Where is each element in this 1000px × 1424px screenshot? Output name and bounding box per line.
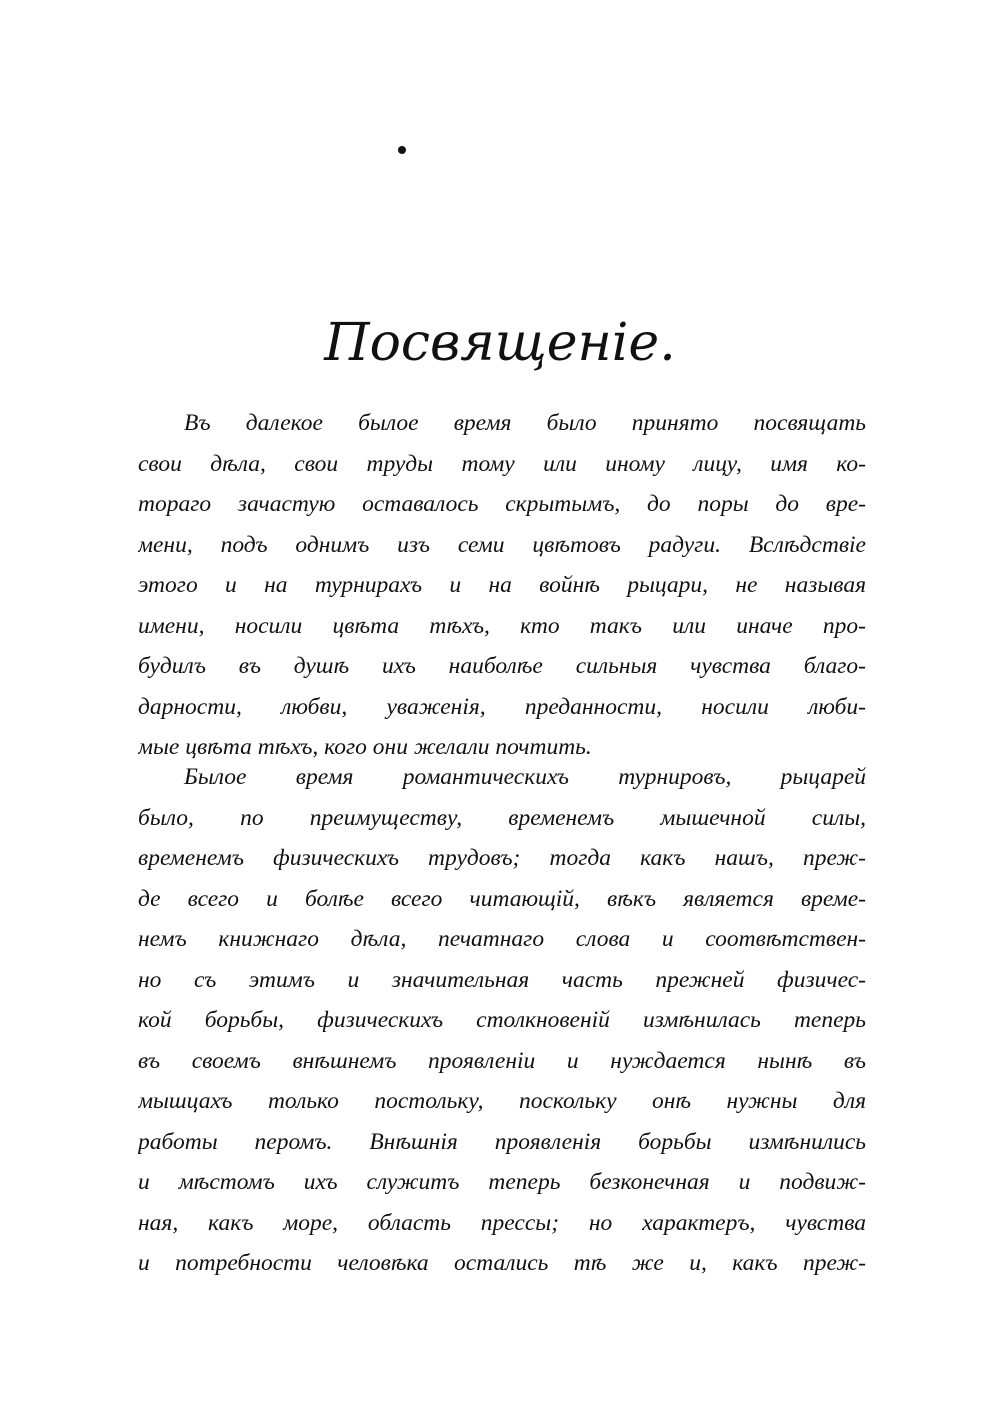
text-line: будилъ въ душѣ ихъ наиболѣе сильныя чувства благо- bbox=[138, 653, 866, 679]
text-line: было, по преимуществу, временемъ мышечной силы, bbox=[138, 804, 866, 831]
text-line: де всего и болѣе всего читающій, вѣкъ является време- bbox=[138, 885, 866, 912]
text-line: въ своемъ внѣшнемъ проявленіи и нуждается нынѣ въ bbox=[138, 1047, 866, 1074]
text-line: и потребности человѣка остались тѣ же и, какъ преж- bbox=[138, 1250, 866, 1276]
page-title: Посвященіе. bbox=[324, 313, 676, 373]
paragraph-1 bbox=[138, 403, 866, 768]
text-line: но съ этимъ и значительная часть прежней физичес- bbox=[138, 966, 866, 993]
paragraph-2 bbox=[138, 757, 866, 1284]
text-line: дарности, любви, уваженія, преданности, носили люби- bbox=[138, 693, 866, 720]
text-line: Въ далекое былое время было принято посвящать bbox=[184, 410, 866, 436]
text-line: этого и на турнирахъ и на войнѣ рыцари, не называя bbox=[138, 572, 866, 598]
text-line: тораго зачастую оставалось скрытымъ, до поры до вре- bbox=[138, 491, 866, 517]
ink-dot bbox=[398, 146, 406, 154]
text-line: имени, носили цвѣта тѣхъ, кто такъ или иначе про- bbox=[138, 612, 866, 639]
text-line: мени, подъ однимъ изъ семи цвѣтовъ радуги. Вслѣдствіе bbox=[138, 531, 866, 558]
text-line: свои дѣла, свои труды тому или иному лицу, имя ко- bbox=[138, 450, 866, 477]
text-line: мые цвѣта тѣхъ, кого они желали почтить. bbox=[138, 734, 592, 760]
text-line: временемъ физическихъ трудовъ; тогда какъ нашъ, преж- bbox=[138, 845, 866, 871]
text-line: мышцахъ только постольку, поскольку онѣ нужны для bbox=[138, 1088, 866, 1114]
text-line: кой борьбы, физическихъ столкновеній измѣнилась теперь bbox=[138, 1007, 866, 1033]
text-line: Былое время романтическихъ турнировъ, рыцарей bbox=[184, 764, 866, 790]
text-line: работы перомъ. Внѣшнія проявленія борьбы измѣнились bbox=[138, 1128, 866, 1155]
text-line: и мѣстомъ ихъ служитъ теперь безконечная и подвиж- bbox=[138, 1169, 866, 1195]
text-line: немъ книжнаго дѣла, печатнаго слова и соотвѣтствен- bbox=[138, 926, 866, 952]
text-line: ная, какъ море, область прессы; но характеръ, чувства bbox=[138, 1209, 866, 1236]
